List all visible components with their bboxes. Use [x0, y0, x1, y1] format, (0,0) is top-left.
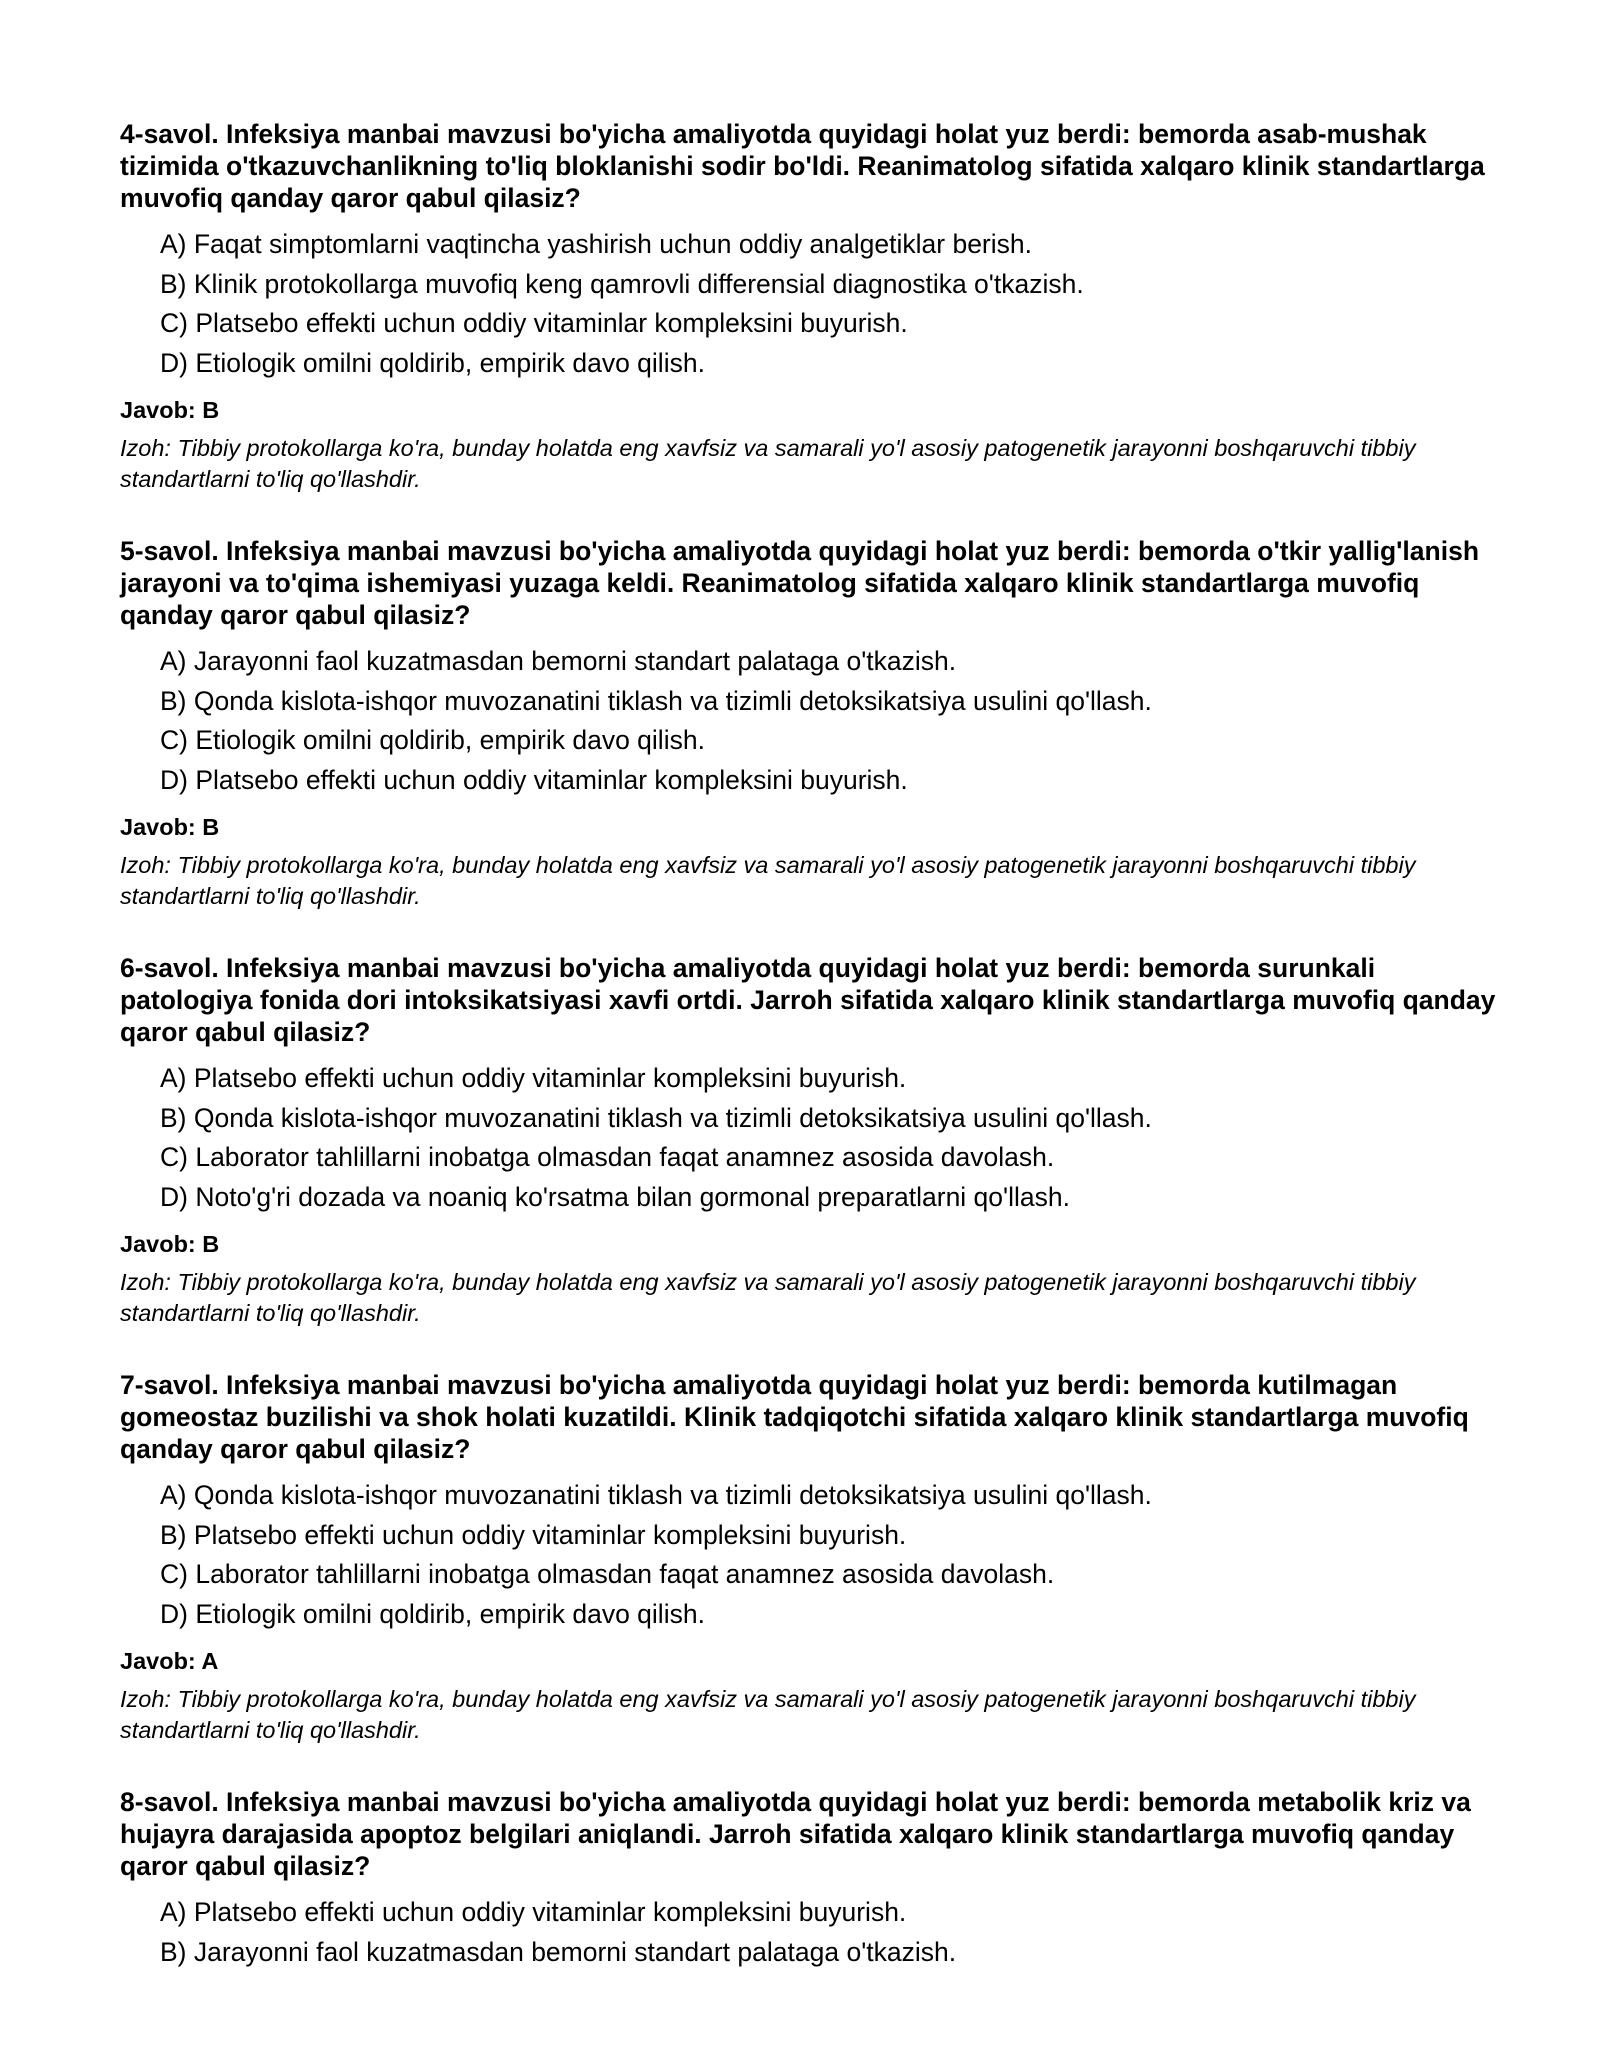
option-b: B) Qonda kislota-ishqor muvozanatini tiklash va tizimli detoksikatsiya usulini qo'llash. — [160, 1102, 1152, 1133]
question-title: 6-savol. Infeksiya manbai mavzusi bo'yicha amaliyotda quyidagi holat yuz berdi: bemorda surunkali patologiya fonida dori intoksikatsiyasi xavfi ortdi. Jarroh sifatida xalqaro klinik standartlarga muvofiq qanday qaror qabul qilasiz? — [120, 953, 1496, 1047]
option-c: C) Platsebo effekti uchun oddiy vitaminlar kompleksini buyurish. — [160, 308, 908, 338]
question-4 — [120, 118, 1500, 495]
question-title: 5-savol. Infeksiya manbai mavzusi bo'yicha amaliyotda quyidagi holat yuz berdi: bemorda o'tkir yallig'lanish jarayoni va to'qima ishemiyasi yuzaga keldi. Reanimatolog sifatida xalqaro klinik standartlarga muvofiq qanday qaror qabul qilasiz? — [120, 536, 1480, 630]
question-title: 8-savol. Infeksiya manbai mavzusi bo'yicha amaliyotda quyidagi holat yuz berdi: bemorda metabolik kriz va hujayra darajasida apoptoz belgilari aniqlandi. Jarroh sifatida xalqaro klinik standartlarga muvofiq qanday qaror qabul qilasiz? — [120, 1787, 1471, 1881]
answer-label: Javob: A — [120, 1648, 219, 1674]
option-c: C) Laborator tahlillarni inobatga olmasdan faqat anamnez asosida davolash. — [160, 1142, 1055, 1172]
answer-options — [120, 1059, 1500, 1217]
answer-options — [120, 225, 1500, 383]
question-6 — [120, 952, 1500, 1329]
option-a: A) Platsebo effekti uchun oddiy vitaminlar kompleksini buyurish. — [160, 1063, 907, 1093]
answer-options — [120, 1476, 1500, 1634]
option-c: C) Etiologik omilni qoldirib, empirik davo qilish. — [160, 725, 705, 755]
option-a: A) Jarayonni faol kuzatmasdan bemorni standart palataga o'tkazish. — [160, 646, 957, 676]
explanation-note: Izoh: Tibbiy protokollarga ko'ra, bunday holatda eng xavfsiz va samarali yo'l asosiy patogenetik jarayonni boshqaruvchi tibbiy standartlarni to'liq qo'llashdir. — [120, 852, 1416, 909]
option-c: C) Laborator tahlillarni inobatga olmasdan faqat anamnez asosida davolash. — [160, 1559, 1055, 1589]
answer-label: Javob: B — [120, 1231, 220, 1257]
explanation-note: Izoh: Tibbiy protokollarga ko'ra, bunday holatda eng xavfsiz va samarali yo'l asosiy patogenetik jarayonni boshqaruvchi tibbiy standartlarni to'liq qo'llashdir. — [120, 1269, 1416, 1326]
option-a: A) Platsebo effekti uchun oddiy vitaminlar kompleksini buyurish. — [160, 1897, 907, 1927]
question-5 — [120, 535, 1500, 912]
option-b: B) Qonda kislota-ishqor muvozanatini tiklash va tizimli detoksikatsiya usulini qo'llash. — [160, 685, 1152, 716]
explanation-note: Izoh: Tibbiy protokollarga ko'ra, bunday holatda eng xavfsiz va samarali yo'l asosiy patogenetik jarayonni boshqaruvchi tibbiy standartlarni to'liq qo'llashdir. — [120, 435, 1416, 492]
option-b: B) Klinik protokollarga muvofiq keng qamrovli differensial diagnostika o'tkazish. — [160, 268, 1084, 299]
question-8 — [120, 1786, 1500, 1972]
answer-options — [120, 1893, 1500, 1972]
option-a: A) Faqat simptomlarni vaqtincha yashirish uchun oddiy analgetiklar berish. — [160, 229, 1032, 259]
answer-label: Javob: B — [120, 397, 220, 423]
option-d: D) Noto'g'ri dozada va noaniq ko'rsatma bilan gormonal preparatlarni qo'llash. — [160, 1181, 1070, 1212]
answer-label: Javob: B — [120, 814, 220, 840]
explanation-note: Izoh: Tibbiy protokollarga ko'ra, bunday holatda eng xavfsiz va samarali yo'l asosiy patogenetik jarayonni boshqaruvchi tibbiy standartlarni to'liq qo'llashdir. — [120, 1686, 1416, 1743]
option-d: D) Platsebo effekti uchun oddiy vitaminlar kompleksini buyurish. — [160, 764, 908, 795]
question-title: 7-savol. Infeksiya manbai mavzusi bo'yicha amaliyotda quyidagi holat yuz berdi: bemorda kutilmagan gomeostaz buzilishi va shok holati kuzatildi. Klinik tadqiqotchi sifatida xalqaro klinik standartlarga muvofiq qanday qaror qabul qilasiz? — [120, 1370, 1469, 1464]
document-page — [120, 118, 1500, 2012]
option-b: B) Jarayonni faol kuzatmasdan bemorni standart palataga o'tkazish. — [160, 1936, 957, 1967]
option-d: D) Etiologik omilni qoldirib, empirik davo qilish. — [160, 347, 705, 378]
option-d: D) Etiologik omilni qoldirib, empirik davo qilish. — [160, 1598, 705, 1629]
question-7 — [120, 1369, 1500, 1746]
answer-options — [120, 642, 1500, 800]
question-title: 4-savol. Infeksiya manbai mavzusi bo'yicha amaliyotda quyidagi holat yuz berdi: bemorda asab-mushak tizimida o'tkazuvchanlikning to'liq bloklanishi sodir bo'ldi. Reanimatolog sifatida xalqaro klinik standartlarga muvofiq qanday qaror qabul qilasiz? — [120, 119, 1485, 213]
option-b: B) Platsebo effekti uchun oddiy vitaminlar kompleksini buyurish. — [160, 1519, 907, 1550]
option-a: A) Qonda kislota-ishqor muvozanatini tiklash va tizimli detoksikatsiya usulini qo'llash. — [160, 1480, 1152, 1510]
